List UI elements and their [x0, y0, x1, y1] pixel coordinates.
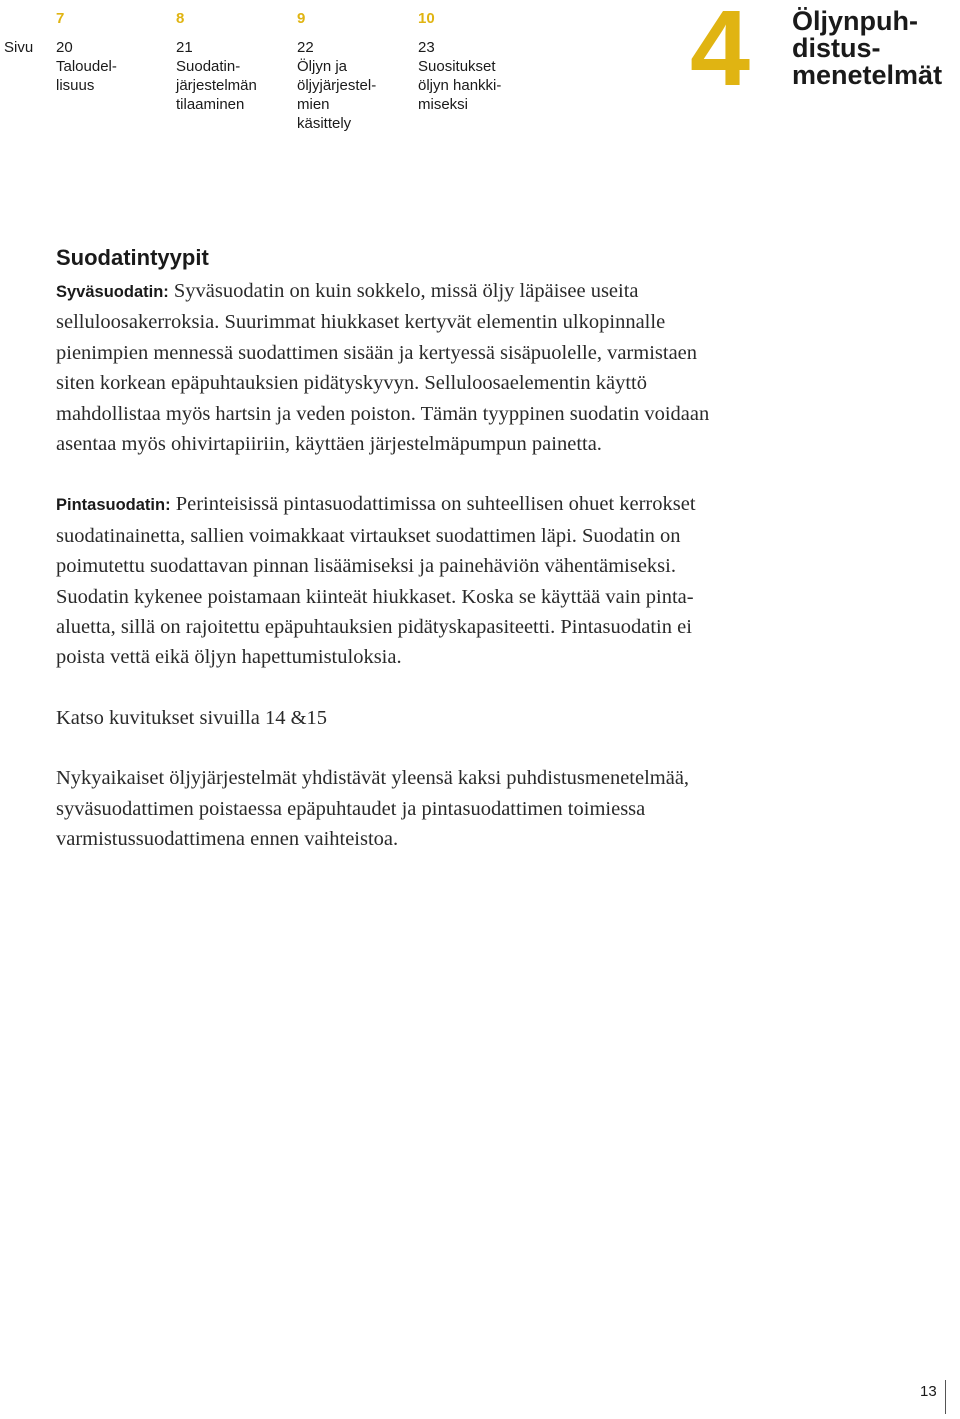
nav-item-oljyn-kasittely[interactable]: [297, 10, 415, 133]
nav-item-suodatinjarjestelman-tilaaminen[interactable]: [176, 10, 294, 114]
paragraph-text: Nykyaikaiset öljyjärjestelmät yhdistävät yleensä kaksi puhdistusmenetelmää, syväsuodattimen poistaessa epäpuhtaudet ja pintasuodattimen toimiessa varmistussuodattimena ennen vaihteistoa.: [56, 767, 690, 851]
nav-item-page: 22: [297, 39, 314, 56]
nav-sivu-label: Sivu: [4, 39, 34, 56]
nav-item-number: 10: [418, 10, 435, 27]
nav-item-page: 21: [176, 39, 193, 56]
paragraph-nykyaikaiset: [56, 763, 716, 854]
paragraph-text: Perinteisissä pintasuodattimissa on suhteellisen ohuet kerrokset suodatinainetta, sallien voimakkaat virtaukset suodattimen läpi. Suodatin on poimutettu suodattavan pinnan lisäämiseksi ja painehäviön vähentämiseksi. Suodatin kykenee poistamaan kiinteät hiukkaset. Koska se käyttää vain pinta-aluetta, sillä on rajoitettu epäpuhtauksien pidätyskapasiteetti. Pintasuodatin ei poista vettä eikä öljyn hapettumistuloksia.: [56, 493, 696, 669]
nav-item-page: 20: [56, 39, 73, 56]
paragraph-lead: Syväsuodatin:: [56, 283, 169, 301]
paragraph-katso: [56, 703, 716, 733]
nav-item-page: 23: [418, 39, 435, 56]
nav-item-label: Suositukset öljyn hankki- miseksi: [418, 58, 502, 113]
nav-item-number: 9: [297, 10, 306, 27]
paragraph-text: Syväsuodatin on kuin sokkelo, missä öljy läpäisee useita selluloosakerroksia. Suurimmat hiukkaset kertyvät elementin ulkopinnalle pienimpien mennessä suodattimen sisään ja kertyessä sisäpuolelle, varmistaen siten korkean epäpuhtauksien pidätyskyvyn. Selluloosaelementin käyttö mahdollistaa myös hartsin ja veden poiston. Tämän tyyppinen suodatin voidaan asentaa myös ohivirtapiiriin, käyttäen järjestelmäpumpun painetta.: [56, 280, 710, 456]
nav-item-label: Öljyn ja öljyjärjestel- mien käsittely: [297, 58, 377, 132]
chapter-number: 4: [690, 0, 749, 108]
nav-item-taloudellisuus[interactable]: [56, 10, 174, 95]
chapter-title: Öljynpuh- distus- menetelmät: [792, 6, 943, 90]
main-content: [56, 244, 716, 855]
paragraph-syvasuodatin: [56, 276, 716, 459]
page-number: 13: [920, 1383, 937, 1400]
nav-item-number: 8: [176, 10, 185, 27]
nav-item-label: Suodatin- järjestelmän tilaaminen: [176, 58, 257, 113]
page-number-divider: [945, 1380, 946, 1414]
nav-item-number: 7: [56, 10, 65, 27]
nav-item-label: Taloudel- lisuus: [56, 58, 117, 94]
paragraph-lead: Pintasuodatin:: [56, 496, 171, 515]
nav-item-suositukset[interactable]: [418, 10, 536, 114]
paragraph-pintasuodatin: [56, 489, 716, 672]
section-heading: Suodatintyypit: [56, 245, 209, 270]
paragraph-text: Katso kuvitukset sivuilla 14 &15: [56, 706, 328, 729]
